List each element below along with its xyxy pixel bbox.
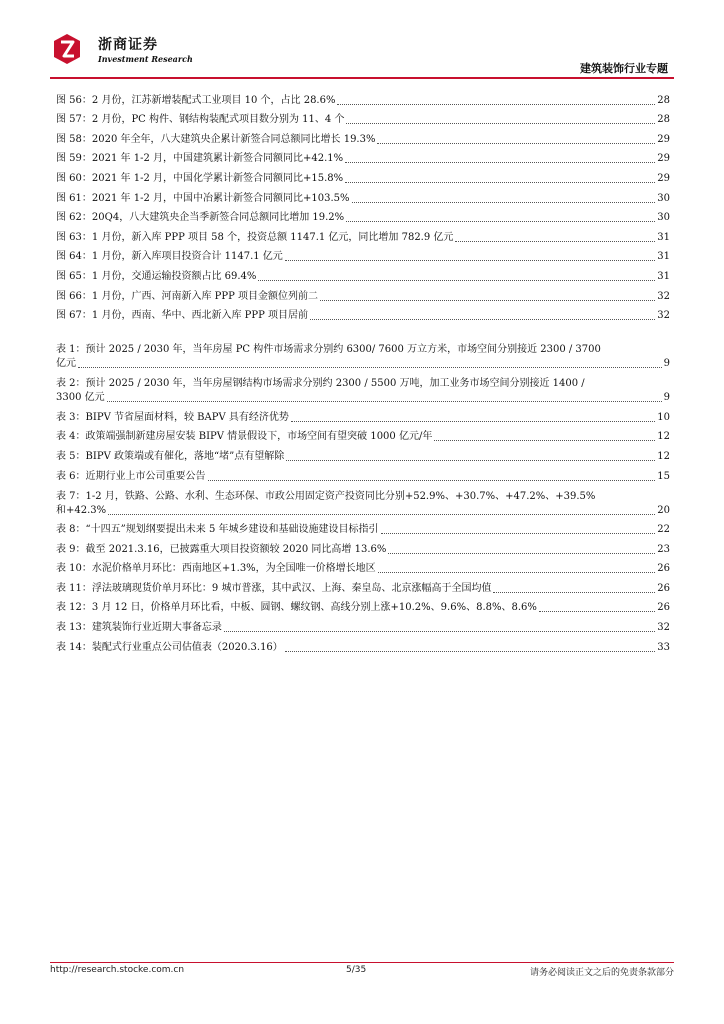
table-entry-title: 表 5：BIPV 政策端或有催化，落地“堵”点有望解除 [56, 450, 285, 462]
table-entry-page: 12 [657, 450, 670, 462]
table-entry[interactable] [56, 615, 670, 635]
table-entry-page: 32 [657, 622, 670, 634]
dot-leader [455, 241, 655, 242]
figure-entry-title: 图 56：2 月份，江苏新增装配式工业项目 10 个，占比 28.6% [56, 94, 336, 106]
dot-leader [208, 480, 656, 481]
figure-entry-page: 32 [657, 310, 670, 322]
dot-leader [285, 260, 655, 261]
table-entry[interactable] [56, 337, 670, 357]
table-entry-title: 表 11：浮法玻璃现货价单月环比：9 城市普涨，其中武汉、上海、秦皇岛、北京涨幅高于全国均值 [56, 582, 492, 594]
table-entry-page: 26 [657, 582, 670, 594]
table-list [56, 337, 670, 655]
dot-leader [493, 592, 655, 593]
figure-entry-page: 29 [657, 153, 670, 165]
figure-entry-title: 图 60：2021 年 1-2 月，中国化学累计新签合同额同比+15.8% [56, 172, 344, 184]
brand-name-en: Investment Research [98, 54, 193, 64]
figure-entry-title: 图 67：1 月份，西南、华中、西北新入库 PPP 项目居前 [56, 310, 308, 322]
dot-leader [352, 202, 656, 203]
table-entry-continuation[interactable] [56, 391, 670, 405]
figure-entry-page: 30 [657, 192, 670, 204]
dot-leader [224, 631, 655, 632]
dot-leader [286, 460, 655, 461]
table-entry-page: 9 [663, 358, 670, 370]
page-number: 5/35 [346, 965, 367, 975]
table-entry-title: 表 3：BIPV 节省屋面材料，较 BAPV 具有经济优势 [56, 411, 289, 423]
table-entry-title: 表 1：预计 2025 / 2030 年，当年房屋 PC 构件市场需求分别约 6300/ 7600 万立方米，市场空间分别接近 2300 / 3700 [56, 344, 601, 356]
table-entry-title: 表 12：3 月 12 日，价格单月环比看，中板、圆钢、螺纹钢、高线分别上涨+10.2%、9.6%、8.8%、8.6% [56, 602, 537, 614]
figure-entry-title: 图 64：1 月份，新入库项目投资合计 1147.1 亿元 [56, 251, 283, 263]
table-entry[interactable] [56, 576, 670, 596]
figure-entry-title: 图 59：2021 年 1-2 月，中国建筑累计新签合同额同比+42.1% [56, 153, 344, 165]
figure-entry-page: 28 [657, 94, 670, 106]
table-entry[interactable] [56, 635, 670, 655]
table-entry-title: 表 4：政策端强制新建房屋安装 BIPV 情景假设下，市场空间有望突破 1000 亿元/年 [56, 431, 433, 443]
dot-leader [345, 162, 655, 163]
figure-entry[interactable] [56, 127, 670, 147]
report-title: 建筑装饰行业专题 [580, 62, 668, 75]
dot-leader [107, 401, 662, 402]
table-entry-continuation[interactable] [56, 357, 670, 371]
figure-entry-title: 图 63：1 月份，新入库 PPP 项目 58 个，投资总额 1147.1 亿元，同比增加 782.9 亿元 [56, 231, 454, 243]
figure-entry[interactable] [56, 304, 670, 324]
table-entry-page: 33 [657, 641, 670, 653]
table-entry-title: 表 8：“十四五”规划纲要提出未来 5 年城乡建设和基础设施建设目标指引 [56, 524, 379, 536]
page-footer [50, 965, 674, 985]
dot-leader [108, 514, 655, 515]
table-entry-page: 9 [663, 392, 670, 404]
header-divider [50, 77, 674, 79]
table-entry-title-continued: 和+42.3% [56, 504, 107, 516]
table-entry-title: 表 13：建筑装饰行业近期大事备忘录 [56, 622, 222, 634]
table-entry[interactable] [56, 444, 670, 464]
figure-entry-title: 图 66：1 月份，广西、河南新入库 PPP 项目金额位列前二 [56, 290, 318, 302]
table-entry-title: 表 2：预计 2025 / 2030 年，当年房屋钢结构市场需求分别约 2300 / 5500 万吨，加工业务市场空间分别接近 1400 / [56, 378, 585, 390]
dot-leader [320, 300, 655, 301]
footer-disclaimer: 请务必阅读正文之后的免责条款部分 [529, 968, 674, 978]
figure-entry-title: 图 57：2 月份，PC 构件、钢结构装配式项目数分别为 11、4 个 [56, 114, 345, 126]
dot-leader [285, 651, 655, 652]
table-entry-title-continued: 亿元 [56, 358, 76, 370]
figure-entry[interactable] [56, 284, 670, 304]
page-header [0, 0, 724, 80]
figure-entry[interactable] [56, 147, 670, 167]
figure-entry[interactable] [56, 186, 670, 206]
dot-leader [377, 143, 655, 144]
table-entry-title: 表 6：近期行业上市公司重要公告 [56, 470, 206, 482]
table-entry-page: 10 [657, 411, 670, 423]
table-entry[interactable] [56, 537, 670, 557]
table-entry[interactable] [56, 371, 670, 391]
table-of-contents [56, 88, 670, 655]
section-gap [56, 323, 670, 337]
figure-entry[interactable] [56, 206, 670, 226]
table-entry-page: 12 [657, 431, 670, 443]
table-entry[interactable] [56, 425, 670, 445]
dot-leader [310, 319, 655, 320]
table-entry-title: 表 9：截至 2021.3.16，已披露重大项目投资额较 2020 同比高增 13.6% [56, 543, 387, 555]
figure-entry[interactable] [56, 264, 670, 284]
footer-url[interactable]: http://research.stocke.com.cn [50, 965, 185, 975]
dot-leader [434, 440, 655, 441]
table-entry[interactable] [56, 405, 670, 425]
table-entry-page: 26 [657, 563, 670, 575]
table-entry-page: 22 [657, 524, 670, 536]
figure-entry-page: 30 [657, 212, 670, 224]
dot-leader [378, 572, 656, 573]
table-entry-title-continued: 3300 亿元 [56, 392, 105, 404]
table-entry-page: 20 [657, 504, 670, 516]
table-entry-page: 23 [657, 543, 670, 555]
dot-leader [346, 123, 655, 124]
figure-list [56, 88, 670, 323]
table-entry[interactable] [56, 596, 670, 616]
dot-leader [337, 104, 655, 105]
dot-leader [345, 182, 655, 183]
figure-entry-title: 图 61：2021 年 1-2 月，中国中冶累计新签合同额同比+103.5% [56, 192, 350, 204]
dot-leader [539, 611, 655, 612]
figure-entry[interactable] [56, 88, 670, 108]
table-entry[interactable] [56, 518, 670, 538]
figure-entry-page: 31 [657, 231, 670, 243]
figure-entry[interactable] [56, 166, 670, 186]
brand-name-cn: 浙商证券 [98, 37, 158, 53]
figure-entry-title: 图 65：1 月份，交通运输投资额占比 69.4% [56, 270, 257, 282]
figure-entry[interactable] [56, 108, 670, 128]
figure-entry-page: 28 [657, 114, 670, 126]
table-entry-continuation[interactable] [56, 504, 670, 518]
figure-entry-title: 图 58：2020 年全年，八大建筑央企累计新签合同总额同比增长 19.3% [56, 133, 376, 145]
figure-entry[interactable] [56, 245, 670, 265]
figure-entry-page: 29 [657, 172, 670, 184]
dot-leader [291, 421, 655, 422]
table-entry-title: 表 7：1-2 月，铁路、公路、水利、生态环保、市政公用固定资产投资同比分别+52.9%、+30.7%、+47.2%、+39.5% [56, 490, 596, 502]
table-entry[interactable] [56, 464, 670, 484]
figure-entry-page: 31 [657, 270, 670, 282]
figure-entry[interactable] [56, 225, 670, 245]
figure-entry-page: 29 [657, 133, 670, 145]
table-entry-page: 26 [657, 602, 670, 614]
dot-leader [78, 367, 662, 368]
figure-entry-page: 31 [657, 251, 670, 263]
logo-icon [50, 32, 84, 66]
footer-divider [50, 962, 674, 963]
table-entry-title: 表 14：装配式行业重点公司估值表（2020.3.16） [56, 641, 283, 653]
table-entry-page: 15 [657, 470, 670, 482]
dot-leader [381, 533, 656, 534]
dot-leader [388, 553, 655, 554]
dot-leader [258, 280, 655, 281]
figure-entry-title: 图 62：20Q4，八大建筑央企当季新签合同总额同比增加 19.2% [56, 212, 345, 224]
table-entry[interactable] [56, 557, 670, 577]
table-entry[interactable] [56, 484, 670, 504]
table-entry-title: 表 10：水泥价格单月环比：西南地区+1.3%，为全国唯一价格增长地区 [56, 563, 376, 575]
dot-leader [346, 221, 655, 222]
figure-entry-page: 32 [657, 290, 670, 302]
